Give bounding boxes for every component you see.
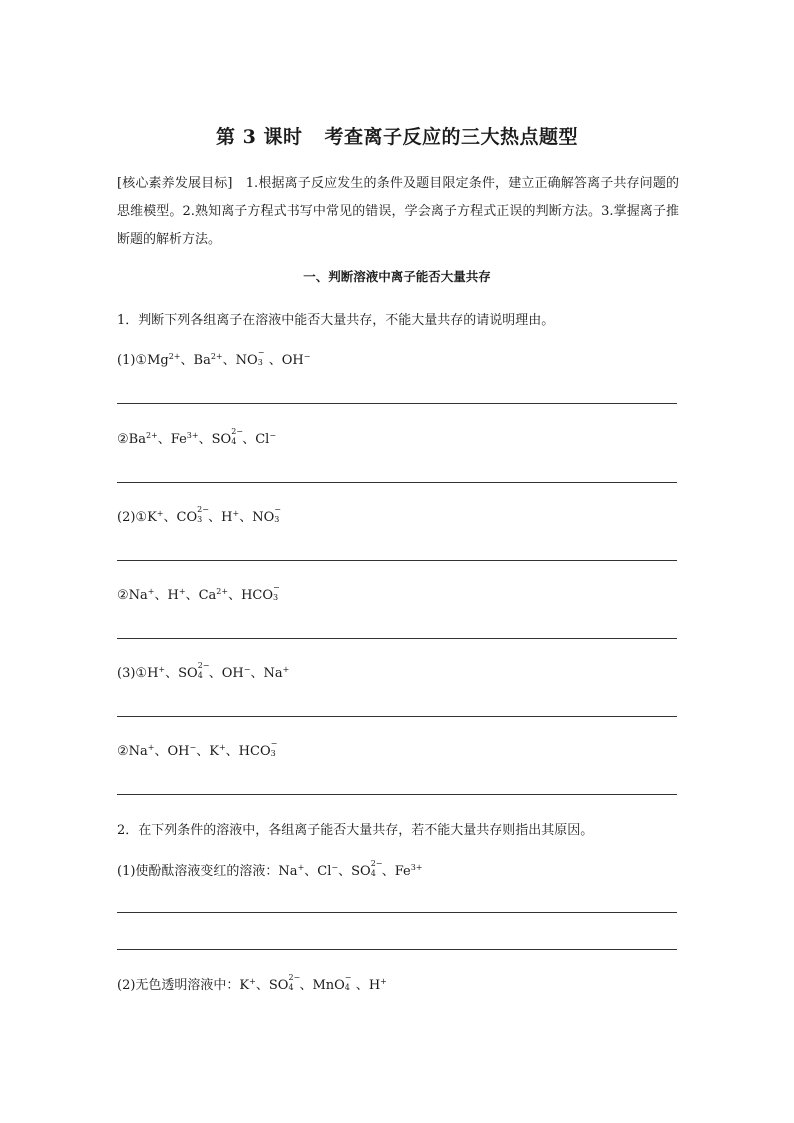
- item-1-2: $②Ba^{2+}$、$Fe^{3+}$、SO 2− 4 、Cl−: [117, 427, 277, 447]
- lesson-number: 第 3 课时: [216, 126, 303, 148]
- item-1-1: $(1)①Mg^{2+}$、$Ba^{2+}$、NO − 3 、OH−: [117, 348, 311, 368]
- lesson-topic: 考查离子反应的三大热点题型: [324, 126, 578, 148]
- question-1: 1．判断下列各组离子在溶液中能否大量共存，不能大量共存的请说明理由。: [117, 313, 555, 328]
- answer-line[interactable]: [117, 949, 677, 950]
- question-2: 2．在下列条件的溶液中，各组离子能否大量共存，若不能大量共存则指出其原因。: [117, 823, 594, 838]
- core-goals-paragraph: [核心素养发展目标] 1.根据离子反应发生的条件及题目限定条件，建立正确解答离子共存问题的思维模型。2.熟知离子方程式书写中常见的错误，学会离子方程式正误的判断方法。3.掌握离子推断题的解析方法。: [117, 176, 679, 247]
- answer-line[interactable]: [117, 716, 677, 717]
- answer-line[interactable]: [117, 482, 677, 483]
- answer-line[interactable]: [117, 560, 677, 561]
- answer-line[interactable]: [117, 912, 677, 913]
- item-q2-2: (2)无色透明溶液中：K+、SO 2− 4 、MnO − 4 、H+: [117, 973, 387, 993]
- item-2-2: ②Na+、H+、$Ca^{2+}$、HCO − 3: [117, 583, 280, 603]
- answer-line[interactable]: [117, 638, 677, 639]
- item-3-1: (3)①H+、SO 2− 4 、OH−、Na+: [117, 661, 290, 681]
- answer-line[interactable]: [117, 794, 677, 795]
- section-title: 一、判断溶液中离子能否大量共存: [303, 269, 491, 284]
- item-q2-1: (1)使酚酞溶液变红的溶液：Na+、Cl−、SO 2− 4 、$Fe^{3+}$: [117, 859, 423, 879]
- answer-line[interactable]: [117, 403, 677, 404]
- item-2-1: (2)①K+、CO 2− 3 、H+、NO − 3: [117, 505, 281, 525]
- item-3-2: ②Na+、OH−、K+、HCO − 3: [117, 739, 278, 759]
- page-title: [0, 122, 794, 149]
